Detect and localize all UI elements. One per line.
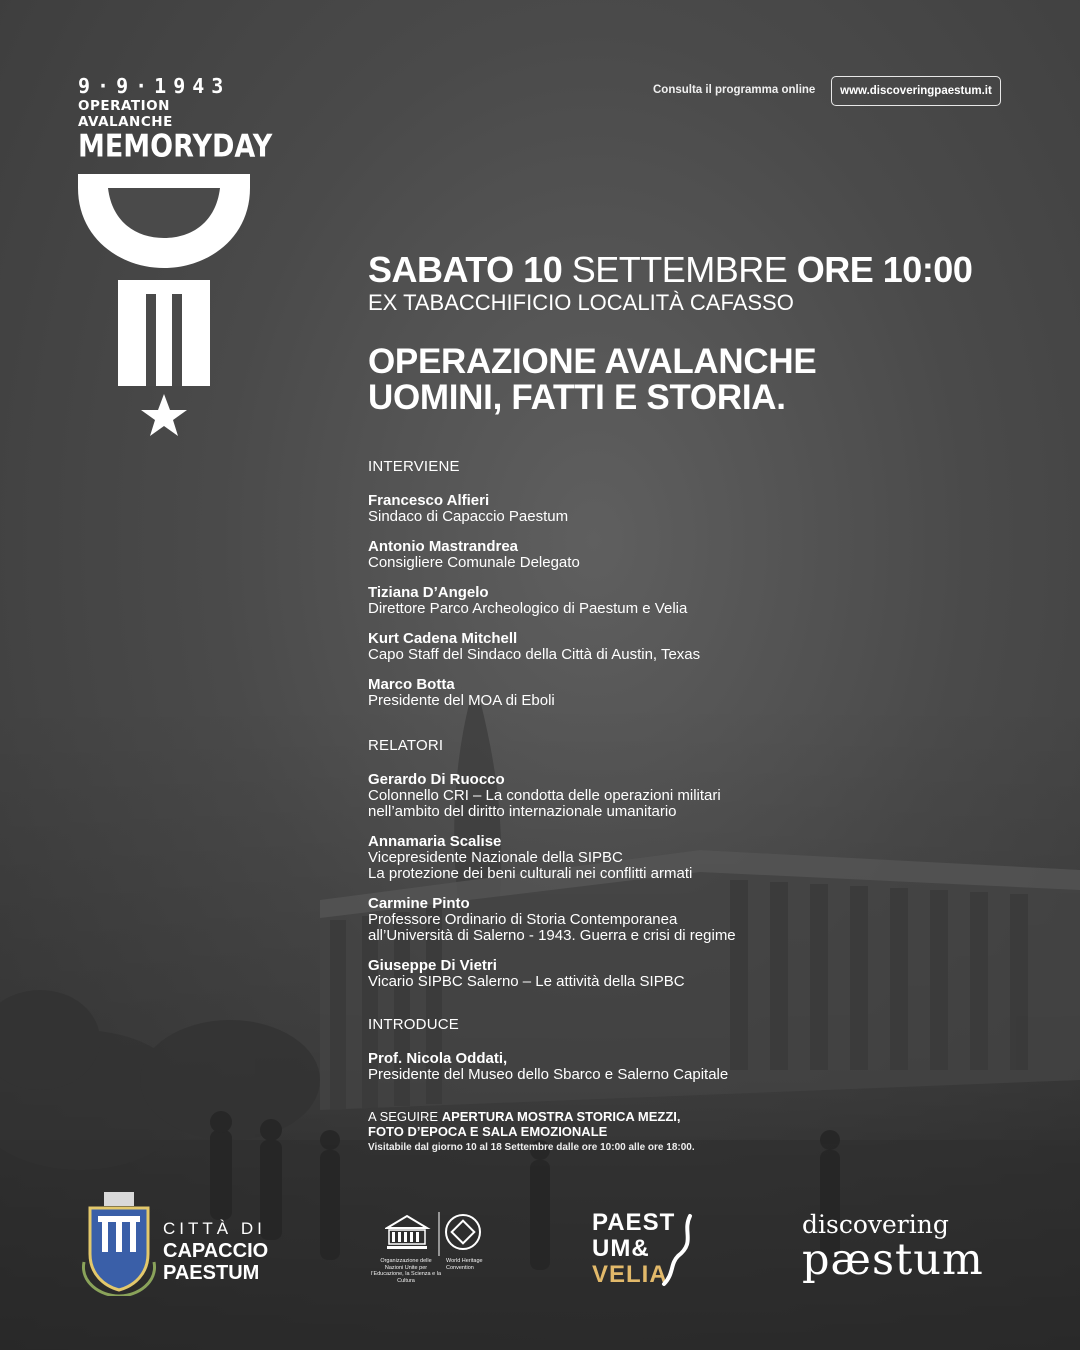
person-role: nell’ambito del diritto internazionale umanitario xyxy=(368,803,677,820)
person-role: Vicario SIPBC Salerno – Le attività della SIPBC xyxy=(368,973,685,990)
logo-date: 9·9·1943 xyxy=(78,74,231,98)
event-month: SETTEMBRE xyxy=(562,249,797,290)
relatori-label: RELATORI xyxy=(368,737,444,754)
website-url: www.discoveringpaestum.it xyxy=(840,85,992,97)
person-role: La protezione dei beni culturali nei conflitti armati xyxy=(368,865,693,882)
event-datetime xyxy=(368,250,1048,290)
person-name: Carmine Pinto xyxy=(368,895,470,912)
exhibition-line1: APERTURA MOSTRA STORICA MEZZI, xyxy=(441,1109,681,1124)
interviene-list xyxy=(368,493,1048,709)
consulta-lead: Consulta il xyxy=(653,84,715,96)
person-entry xyxy=(368,834,1048,882)
exhibition-hours: Visitabile dal giorno 10 al 18 Settembre dalle ore 10:00 alle ore 18:00. xyxy=(368,1142,695,1153)
event-day: SABATO 10 xyxy=(368,249,563,290)
capaccio-logo-text xyxy=(163,1218,268,1284)
person-role: Capo Staff del Sindaco della Città di Austin, Texas xyxy=(368,646,701,663)
memoryday-logo xyxy=(78,74,273,440)
exhibition-line2: FOTO D’EPOCA E SALA EMOZIONALE xyxy=(368,1124,608,1139)
capaccio-citta: CITTÀ DI xyxy=(163,1219,266,1238)
exhibition-lead: A SEGUIRE xyxy=(368,1109,442,1124)
exhibition-notice xyxy=(368,1109,1048,1154)
main-content xyxy=(368,250,1048,1154)
disc-line2: pæstum xyxy=(802,1235,984,1285)
person-entry xyxy=(368,677,1048,709)
person-entry xyxy=(368,539,1048,571)
person-entry xyxy=(368,1051,1048,1083)
whc-caption: World Heritage Convention xyxy=(446,1258,483,1271)
logo-memoryday: MEMORYDAY xyxy=(78,128,273,165)
person-entry xyxy=(368,493,1048,525)
person-role: Professore Ordinario di Storia Contemporanea xyxy=(368,911,678,928)
event-title-line1: OPERAZIONE AVALANCHE xyxy=(368,342,817,381)
capaccio-paestum: PAESTUM xyxy=(163,1262,260,1284)
disc-line1: discovering xyxy=(802,1210,949,1239)
event-venue: EX TABACCHIFICIO LOCALITÀ CAFASSO xyxy=(368,290,794,315)
person-entry xyxy=(368,631,1048,663)
pv-line2: UM& xyxy=(592,1235,650,1262)
person-name: Gerardo Di Ruocco xyxy=(368,771,505,788)
person-role: Direttore Parco Archeologico di Paestum e Velia xyxy=(368,600,688,617)
person-role: Presidente del Museo dello Sbarco e Salerno Capitale xyxy=(368,1066,729,1083)
event-title xyxy=(368,344,1048,416)
interviene-label: INTERVIENE xyxy=(368,458,460,475)
capaccio-name: CAPACCIO xyxy=(163,1240,269,1262)
person-role: Consigliere Comunale Delegato xyxy=(368,554,580,571)
consulta-text xyxy=(653,84,815,96)
person-name: Antonio Mastrandrea xyxy=(368,538,519,555)
unesco-caption: Organizzazione delle Nazioni Unite per l’Educazione, la Scienza e la Cultura xyxy=(371,1258,442,1284)
consulta-bold: programma online xyxy=(714,84,816,96)
person-role: Vicepresidente Nazionale della SIPBC xyxy=(368,849,623,866)
person-role: all’Università di Salerno - 1943. Guerra e crisi di regime xyxy=(368,927,736,944)
person-role: Presidente del MOA di Eboli xyxy=(368,692,555,709)
relatori-list xyxy=(368,772,1048,990)
person-entry xyxy=(368,772,1048,820)
unesco-logo-icon xyxy=(385,1212,485,1258)
person-role: Sindaco di Capaccio Paestum xyxy=(368,508,569,525)
pv-line3: VELIA xyxy=(592,1261,668,1288)
introduce-list xyxy=(368,1051,1048,1083)
paestum-velia-wave-icon xyxy=(656,1212,696,1290)
event-title-line2: UOMINI, FATTI E STORIA. xyxy=(368,378,786,417)
person-entry xyxy=(368,585,1048,617)
person-name: Annamaria Scalise xyxy=(368,833,502,850)
person-entry xyxy=(368,896,1048,944)
website-link[interactable] xyxy=(831,76,1001,106)
person-name: Giuseppe Di Vietri xyxy=(368,957,497,974)
person-name: Marco Botta xyxy=(368,676,455,693)
discovering-paestum-logo xyxy=(802,1210,984,1285)
person-name: Kurt Cadena Mitchell xyxy=(368,630,518,647)
dm-star-icon xyxy=(78,170,250,440)
person-name: Tiziana D’Angelo xyxy=(368,584,489,601)
person-entry xyxy=(368,958,1048,990)
introduce-label: INTRODUCE xyxy=(368,1016,459,1033)
event-time: ORE 10:00 xyxy=(796,249,973,290)
pv-line1: PAEST xyxy=(592,1209,676,1236)
logo-operation: OPERATION AVALANCHE xyxy=(78,98,173,130)
person-role: Colonnello CRI – La condotta delle operazioni militari xyxy=(368,787,721,804)
person-name: Prof. Nicola Oddati, xyxy=(368,1050,508,1067)
person-name: Francesco Alfieri xyxy=(368,492,490,509)
capaccio-crest-icon xyxy=(80,1192,158,1296)
